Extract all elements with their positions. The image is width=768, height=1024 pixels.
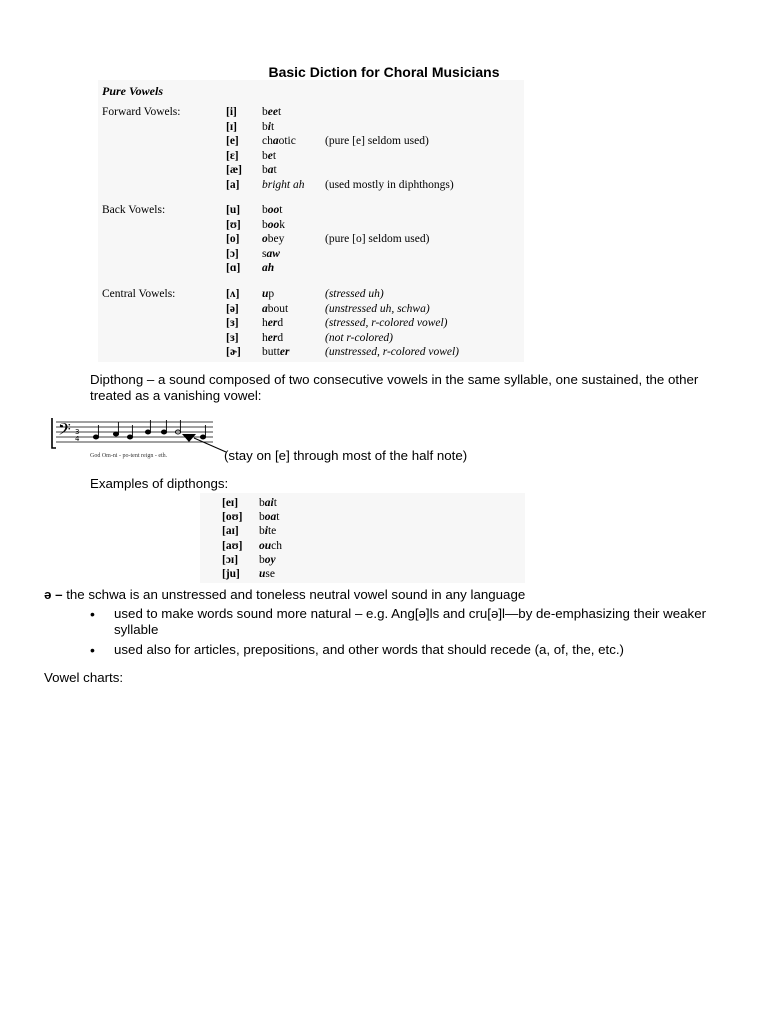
word-vowel: e bbox=[267, 149, 273, 162]
example-word bbox=[262, 332, 320, 344]
word-part: b bbox=[259, 511, 265, 524]
word-vowel: aw bbox=[266, 247, 280, 260]
example-word bbox=[262, 317, 320, 329]
word-vowel: a bbox=[262, 302, 268, 315]
vowel-note: (used mostly in diphthongs) bbox=[325, 178, 454, 191]
word-vowel: oy bbox=[264, 553, 276, 566]
schwa-definition bbox=[44, 587, 744, 603]
ipa-symbol: [æ] bbox=[226, 164, 242, 176]
schwa-usage-list bbox=[88, 606, 708, 660]
music-staff-example bbox=[48, 408, 228, 458]
example-word bbox=[262, 248, 320, 260]
ipa-symbol: [ɑ] bbox=[226, 262, 241, 274]
word-part: b bbox=[262, 164, 268, 176]
word-vowel: a bbox=[272, 135, 279, 147]
diphthong-table bbox=[200, 493, 525, 583]
svg-text:𝄢: 𝄢 bbox=[58, 419, 71, 443]
word-part: ch bbox=[271, 539, 283, 552]
ipa-symbol: [ɜ] bbox=[226, 317, 239, 329]
example-word bbox=[262, 219, 320, 231]
vowel-group-label: Forward Vowels: bbox=[102, 106, 181, 118]
ipa-symbol: [ʌ] bbox=[226, 288, 240, 300]
word-part: se bbox=[265, 568, 275, 580]
vowel-note: (unstressed uh, schwa) bbox=[325, 302, 430, 315]
word-vowel: ou bbox=[259, 539, 272, 552]
word-part: ch bbox=[262, 135, 273, 147]
word-vowel: i bbox=[264, 525, 268, 538]
vowel-note: (stressed, r-colored vowel) bbox=[325, 317, 448, 329]
vowel-note: (pure [o] seldom used) bbox=[325, 233, 430, 245]
list-item: • used also for articles, prepositions, and other words that should recede (a, of, the, etc.) bbox=[88, 642, 708, 658]
dipthong-definition: Dipthong – a sound composed of two consecutive vowels in the same syllable, one sustained, the other treated as a vanishing vowel: bbox=[90, 372, 699, 403]
example-word bbox=[262, 233, 320, 245]
example-word bbox=[259, 568, 275, 580]
word-vowel: ai bbox=[264, 497, 274, 509]
word-part: h bbox=[262, 317, 268, 329]
word-vowel: u bbox=[259, 568, 266, 580]
word-part: bey bbox=[267, 233, 285, 245]
stay-note: (stay on [e] through most of the half note) bbox=[224, 448, 468, 463]
ipa-symbol: [ʊ] bbox=[226, 218, 241, 231]
word-vowel: oo bbox=[267, 218, 280, 231]
ipa-symbol: [oʊ] bbox=[222, 511, 243, 524]
pure-vowels-heading: Pure Vowels bbox=[102, 84, 164, 98]
example-word bbox=[262, 303, 320, 315]
ipa-symbol: [aɪ] bbox=[222, 525, 239, 538]
word-vowel: er bbox=[267, 317, 278, 329]
example-word bbox=[262, 121, 320, 133]
word-vowel: er bbox=[267, 331, 278, 344]
word-vowel: oo bbox=[267, 204, 280, 216]
example-word bbox=[259, 497, 277, 509]
word-part: t bbox=[270, 120, 275, 133]
word-part: h bbox=[262, 331, 268, 344]
word-vowel: u bbox=[262, 288, 269, 300]
list-item: • used to make words sound more natural – e.g. Ang[ə]ls and cru[ə]l—by de-emphasizing their weaker syllable bbox=[88, 606, 708, 638]
word-vowel: o bbox=[262, 233, 268, 245]
word-part: t bbox=[272, 149, 277, 162]
example-word bbox=[262, 164, 320, 176]
word-part: b bbox=[262, 218, 268, 231]
example-word bbox=[259, 525, 276, 537]
word-part: d bbox=[277, 331, 284, 344]
vowel-note: (stressed uh) bbox=[325, 288, 384, 300]
word-part: b bbox=[262, 120, 268, 133]
pure-vowels-table bbox=[98, 80, 524, 362]
word-part: d bbox=[277, 317, 284, 329]
word-part: t bbox=[279, 204, 283, 216]
ipa-symbol: [a] bbox=[226, 178, 240, 191]
ipa-symbol: [ɔɪ] bbox=[222, 553, 239, 566]
example-word bbox=[259, 554, 276, 566]
ipa-symbol: [e] bbox=[226, 135, 239, 147]
ipa-symbol: [eɪ] bbox=[222, 497, 239, 509]
example-word bbox=[262, 262, 320, 274]
page-title: Basic Diction for Choral Musicians bbox=[268, 64, 500, 80]
word-part: t bbox=[276, 511, 280, 524]
ipa-symbol: [ɪ] bbox=[226, 120, 237, 133]
word-vowel: bright ah bbox=[262, 178, 305, 191]
ipa-symbol: [ɚ] bbox=[226, 346, 241, 358]
word-part: s bbox=[262, 247, 267, 260]
word-part: k bbox=[279, 218, 285, 231]
word-vowel: oa bbox=[264, 511, 277, 524]
word-vowel: ah bbox=[262, 262, 275, 274]
word-part: te bbox=[267, 525, 277, 538]
word-part: b bbox=[259, 525, 265, 538]
ipa-symbol: [aʊ] bbox=[222, 539, 243, 552]
word-part: b bbox=[262, 149, 268, 162]
schwa-symbol: ə – bbox=[44, 587, 63, 602]
example-word bbox=[262, 346, 320, 358]
example-word bbox=[262, 288, 320, 300]
ipa-symbol: [ɜ] bbox=[226, 331, 239, 344]
music-lyric: God Om-ni - po-tent reign - eth. bbox=[90, 453, 168, 459]
word-part: b bbox=[262, 106, 268, 118]
vowel-note: (pure [e] seldom used) bbox=[325, 135, 429, 147]
word-part: t bbox=[273, 164, 277, 176]
ipa-symbol: [o] bbox=[226, 233, 240, 245]
word-part: b bbox=[259, 553, 265, 566]
ipa-symbol: [ɛ] bbox=[226, 149, 239, 162]
examples-label: Examples of dipthongs: bbox=[90, 476, 229, 491]
ipa-symbol: [i] bbox=[226, 106, 237, 118]
ipa-symbol: [u] bbox=[226, 204, 241, 216]
vowel-group-label: Central Vowels: bbox=[102, 288, 176, 300]
word-vowel: ee bbox=[267, 106, 278, 118]
word-part: b bbox=[262, 204, 268, 216]
word-part: bout bbox=[267, 302, 289, 315]
example-word bbox=[262, 135, 320, 147]
word-part: t bbox=[277, 106, 282, 118]
word-part: p bbox=[268, 288, 275, 300]
ipa-symbol: [ə] bbox=[226, 302, 239, 315]
vowel-note: (unstressed, r-colored vowel) bbox=[325, 346, 460, 358]
word-part: t bbox=[273, 497, 277, 509]
word-vowel: i bbox=[267, 120, 271, 133]
svg-text:4: 4 bbox=[75, 435, 80, 443]
example-word bbox=[259, 540, 282, 552]
vowel-charts-label: Vowel charts: bbox=[44, 670, 124, 685]
word-vowel: er bbox=[279, 346, 290, 358]
example-word bbox=[262, 179, 320, 191]
vowel-group-label: Back Vowels: bbox=[102, 204, 166, 216]
schwa-text: the schwa is an unstressed and toneless neutral vowel sound in any language bbox=[62, 587, 526, 602]
vowel-note: (not r-colored) bbox=[325, 331, 394, 344]
example-word bbox=[262, 204, 320, 216]
ipa-symbol: [ɔ] bbox=[226, 247, 239, 260]
word-vowel: a bbox=[267, 164, 274, 176]
word-part: butt bbox=[262, 346, 280, 358]
example-word bbox=[262, 150, 320, 162]
ipa-symbol: [ju] bbox=[222, 568, 240, 580]
example-word bbox=[259, 511, 279, 523]
word-part: otic bbox=[278, 135, 296, 147]
example-word bbox=[262, 106, 320, 118]
svg-text:3: 3 bbox=[75, 428, 80, 436]
word-part: b bbox=[259, 497, 265, 509]
